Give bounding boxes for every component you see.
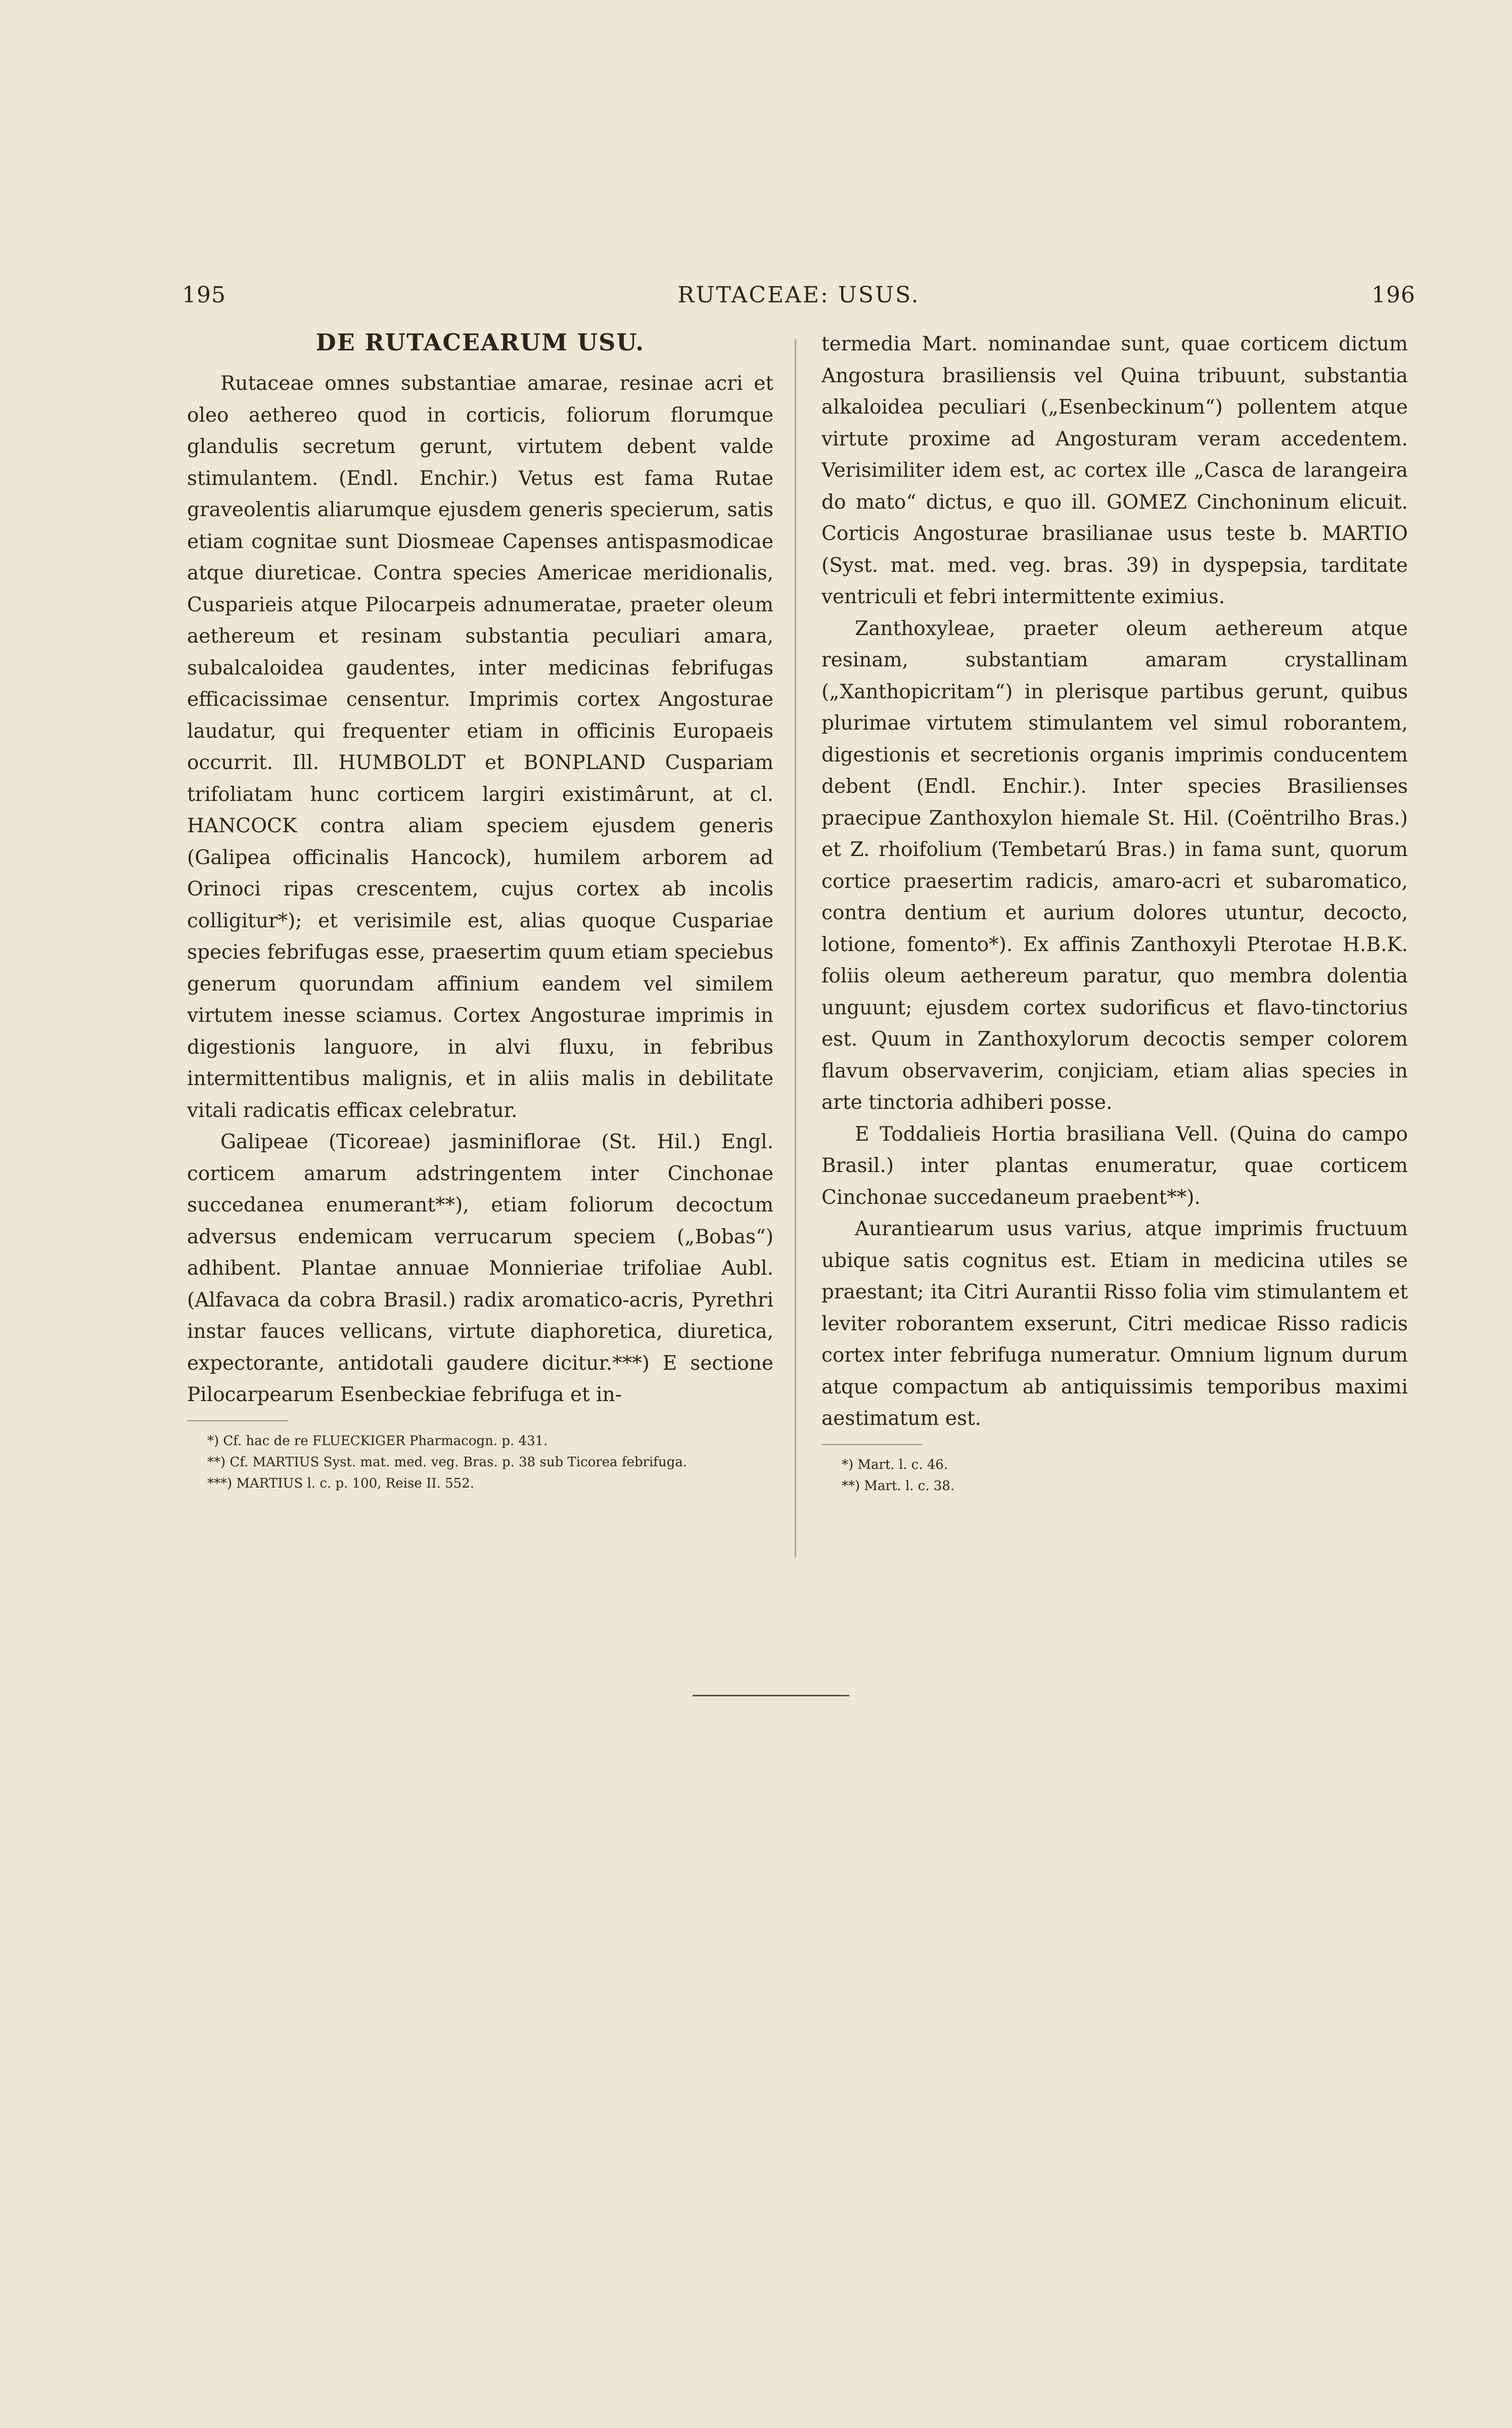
page-number-right: 196: [1371, 282, 1415, 308]
footnote: *) Mart. l. c. 46.: [842, 1457, 948, 1472]
paragraph: E Toddalieis Hortia brasiliana Vell. (Quina do campo Brasil.) inter plantas enumeratur, quae corticem Cinchonae succedaneum praebent**).: [821, 1122, 1408, 1209]
page-number-left: 195: [182, 282, 226, 308]
paragraph: Rutaceae omnes substantiae amarae, resinae acri et oleo aethereo quod in corticis, foliorum florumque glandulis secretum gerunt, virtutem debent valde stimulantem. (Endl. Enchir.) Vetus est fama Rutae graveolentis aliarumque ejusdem generis specierum, satis etiam cognitae sunt Diosmeae Capenses antispasmodicae atque diureticae. Contra species Americae meridionalis, Cusparieis atque Pilocarpeis adnumeratae, praeter oleum aethereum et resinam substantia peculiari amara, subalcaloidea gaudentes, inter medicinas febrifugas efficacissimae censentur. Imprimis cortex Angosturae laudatur, qui frequenter etiam in officinis Europaeis occurrit. Ill. HUMBOLDT et BONPLAND Cuspariam trifoliatam hunc corticem largiri existimârunt, at cl. HANCOCK contra aliam speciem ejusdem generis (Galipea officinalis Hancock), humilem arborem ad Orinoci ripas crescentem, cujus cortex ab incolis colligitur*); et verisimile est, alias quoque Cuspariae species febrifugas esse, praesertim quum etiam speciebus generum quorundam affinium eandem vel similem virtutem inesse sciamus. Cortex Angosturae imprimis in digestionis languore, in alvi fluxu, in febribus intermittentibus malignis, et in aliis malis in debilitate vitali radicatis efficax celebratur.: [187, 372, 773, 1122]
left-column: [187, 329, 773, 1494]
section-heading: DE RUTACEARUM USU.: [315, 329, 645, 356]
paragraph: Galipeae (Ticoreae) jasminiflorae (St. Hil.) Engl. corticem amarum adstringentem inter Cinchonae succedanea enumerant**), etiam foliorum decoctum adversus endemicam verrucarum speciem („Bobas“) adhibent. Plantae annuae Monnieriae trifoliae Aubl. (Alfavaca da cobra Brasil.) radix aromatico-acris, Pyrethri instar fauces vellicans, virtute diaphoretica, diuretica, expectorante, antidotali gaudere dicitur.***) E sectione Pilocarpearum Esenbeckiae febrifuga et in-: [187, 1131, 773, 1406]
column-divider: [795, 339, 796, 1557]
footnote-rule: [821, 1444, 923, 1445]
paragraph: Zanthoxyleae, praeter oleum aethereum atque resinam, substantiam amaram crystallinam („Xanthopicritam“) in plerisque partibus gerunt, quibus plurimae virtutem stimulantem vel simul roborantem, digestionis et secretionis organis imprimis conducentem debent (Endl. Enchir.). Inter species Brasilienses praecipue Zanthoxylon hiemale St. Hil. (Coëntrilho Bras.) et Z. rhoifolium (Tembetarú Bras.) in fama sunt, quorum cortice praesertim radicis, amaro-acri et subaromatico, contra dentium et aurium dolores utuntur, decocto, lotione, fomento*). Ex affinis Zanthoxyli Pterotae H.B.K. foliis oleum aethereum paratur, quo membra dolentia unguunt; ejusdem cortex sudorificus et flavo-tinctorius est. Quum in Zanthoxylorum decoctis semper colorem flavum observaverim, conjiciam, etiam alias species in arte tinctoria adhiberi posse.: [821, 617, 1408, 1114]
end-rule: [693, 1695, 849, 1696]
footnote-rule: [187, 1420, 288, 1421]
footnote: *) Cf. hac de re FLUECKIGER Pharmacogn. p. 431.: [207, 1433, 548, 1449]
footnote: **) Mart. l. c. 38.: [842, 1478, 955, 1494]
right-column: [821, 329, 1408, 1497]
footnote: ***) MARTIUS l. c. p. 100, Reise II. 552.: [207, 1475, 475, 1491]
running-title: RUTACEAE: USUS.: [677, 282, 920, 308]
paragraph: termedia Mart. nominandae sunt, quae corticem dictum Angostura brasiliensis vel Quina tribuunt, substantia alkaloidea peculiari („Esenbeckinum“) pollentem atque virtute proxime ad Angosturam veram accedentem. Verisimiliter idem est, ac cortex ille „Casca de larangeira do mato“ dictus, e quo ill. GOMEZ Cinchoninum elicuit. Corticis Angosturae brasilianae usus teste b. MARTIO (Syst. mat. med. veg. bras. 39) in dyspepsia, tarditate ventriculi et febri intermittente eximius.: [821, 333, 1408, 608]
running-head: [182, 282, 1415, 318]
footnote: **) Cf. MARTIUS Syst. mat. med. veg. Bras. p. 38 sub Ticorea febrifuga.: [207, 1454, 688, 1470]
paragraph: Aurantiearum usus varius, atque imprimis fructuum ubique satis cognitus est. Etiam in medicina utiles se praestant; ita Citri Aurantii Risso folia vim stimulantem et leviter roborantem exserunt, Citri medicae Risso radicis cortex inter febrifuga numeratur. Omnium lignum durum atque compactum ab antiquissimis temporibus maximi aestimatum est.: [821, 1218, 1408, 1430]
